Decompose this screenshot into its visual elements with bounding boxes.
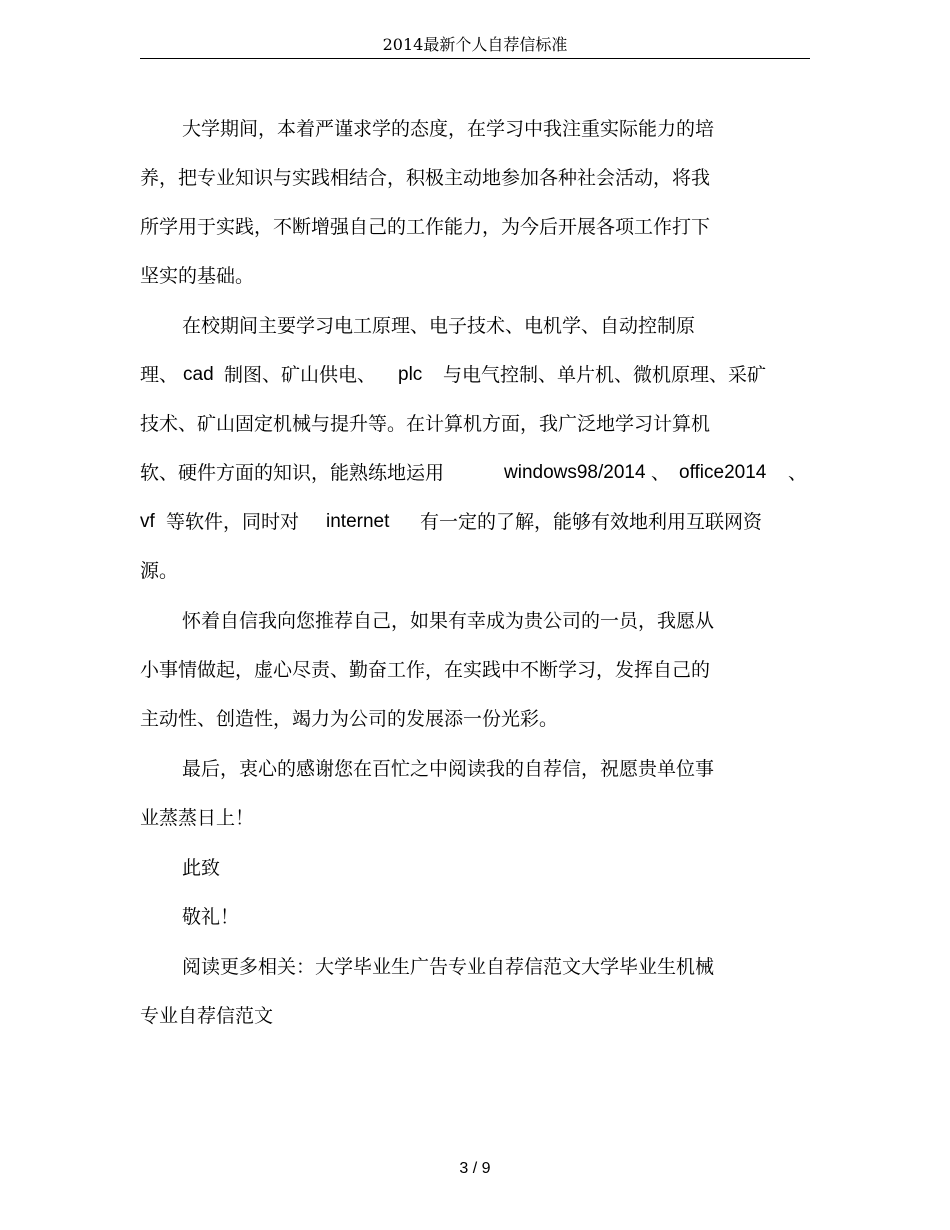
- closing-regards: 敬礼！: [182, 906, 240, 928]
- paragraph-4-line-2: 业蒸蒸日上！: [140, 807, 255, 829]
- paragraph-1-line-1: 大学期间，本着严谨求学的态度，在学习中我注重实际能力的培: [182, 118, 715, 140]
- paragraph-2-line-4-office: office2014: [679, 462, 767, 483]
- paragraph-2-line-2: [140, 362, 800, 388]
- closing-salutation: 此致: [182, 857, 221, 879]
- paragraph-2-line-2-seg-a: 理、: [140, 364, 179, 386]
- paragraph-2-line-5-vf: vf: [140, 511, 155, 532]
- paragraph-2-line-5-seg-b: 等软件，同时对: [166, 511, 300, 533]
- paragraph-1-line-4: 坚实的基础。: [140, 265, 255, 287]
- paragraph-3-line-3: 主动性、创造性，竭力为公司的发展添一份光彩。: [140, 708, 559, 730]
- paragraph-2-line-6: 源。: [140, 560, 179, 582]
- paragraph-3-line-1: 怀着自信我向您推荐自己，如果有幸成为贵公司的一员，我愿从: [182, 610, 715, 632]
- paragraph-3-line-2: 小事情做起，虚心尽责、勤奋工作，在实践中不断学习，发挥自己的: [140, 659, 711, 681]
- paragraph-2-line-4: [140, 460, 810, 486]
- paragraph-2-line-2-seg-c: 制图、矿山供电、: [224, 364, 377, 386]
- paragraph-2-line-4-seg-e: 、: [788, 462, 808, 484]
- paragraph-2-line-2-plc: plc: [398, 364, 423, 385]
- related-reading-line-1: 阅读更多相关：大学毕业生广告专业自荐信范文大学毕业生机械: [182, 956, 715, 978]
- paragraph-2-line-2-cad: cad: [183, 364, 214, 385]
- paragraph-2-line-3: 技术、矿山固定机械与提升等。在计算机方面，我广泛地学习计算机: [140, 413, 711, 435]
- paragraph-2-line-5: [140, 509, 800, 535]
- paragraph-1-line-2: 养，把专业知识与实践相结合，积极主动地参加各种社会活动，将我: [140, 167, 711, 189]
- paragraph-2-line-4-windows: windows98/2014: [504, 462, 646, 483]
- related-reading-line-2: 专业自荐信范文: [140, 1005, 274, 1027]
- page-number: 3 / 9: [459, 1160, 491, 1177]
- paragraph-2-line-5-internet: internet: [326, 511, 390, 532]
- paragraph-2-line-4-seg-c: 、: [651, 462, 671, 484]
- paragraph-2-line-1: 在校期间主要学习电工原理、电子技术、电机学、自动控制原: [182, 315, 696, 337]
- paragraph-4-line-1: 最后，衷心的感谢您在百忙之中阅读我的自荐信，祝愿贵单位事: [182, 758, 715, 780]
- page-header: 2014最新个人自荐信标准: [140, 34, 810, 59]
- paragraph-2-line-5-seg-d: 有一定的了解，能够有效地利用互联网资: [420, 511, 763, 533]
- paragraph-2-line-4-seg-a: 软、硬件方面的知识，能熟练地运用: [140, 462, 445, 484]
- paragraph-1-line-3: 所学用于实践，不断增强自己的工作能力，为今后开展各项工作打下: [140, 216, 711, 238]
- paragraph-2-line-2-seg-e: 与电气控制、单片机、微机原理、采矿: [443, 364, 767, 386]
